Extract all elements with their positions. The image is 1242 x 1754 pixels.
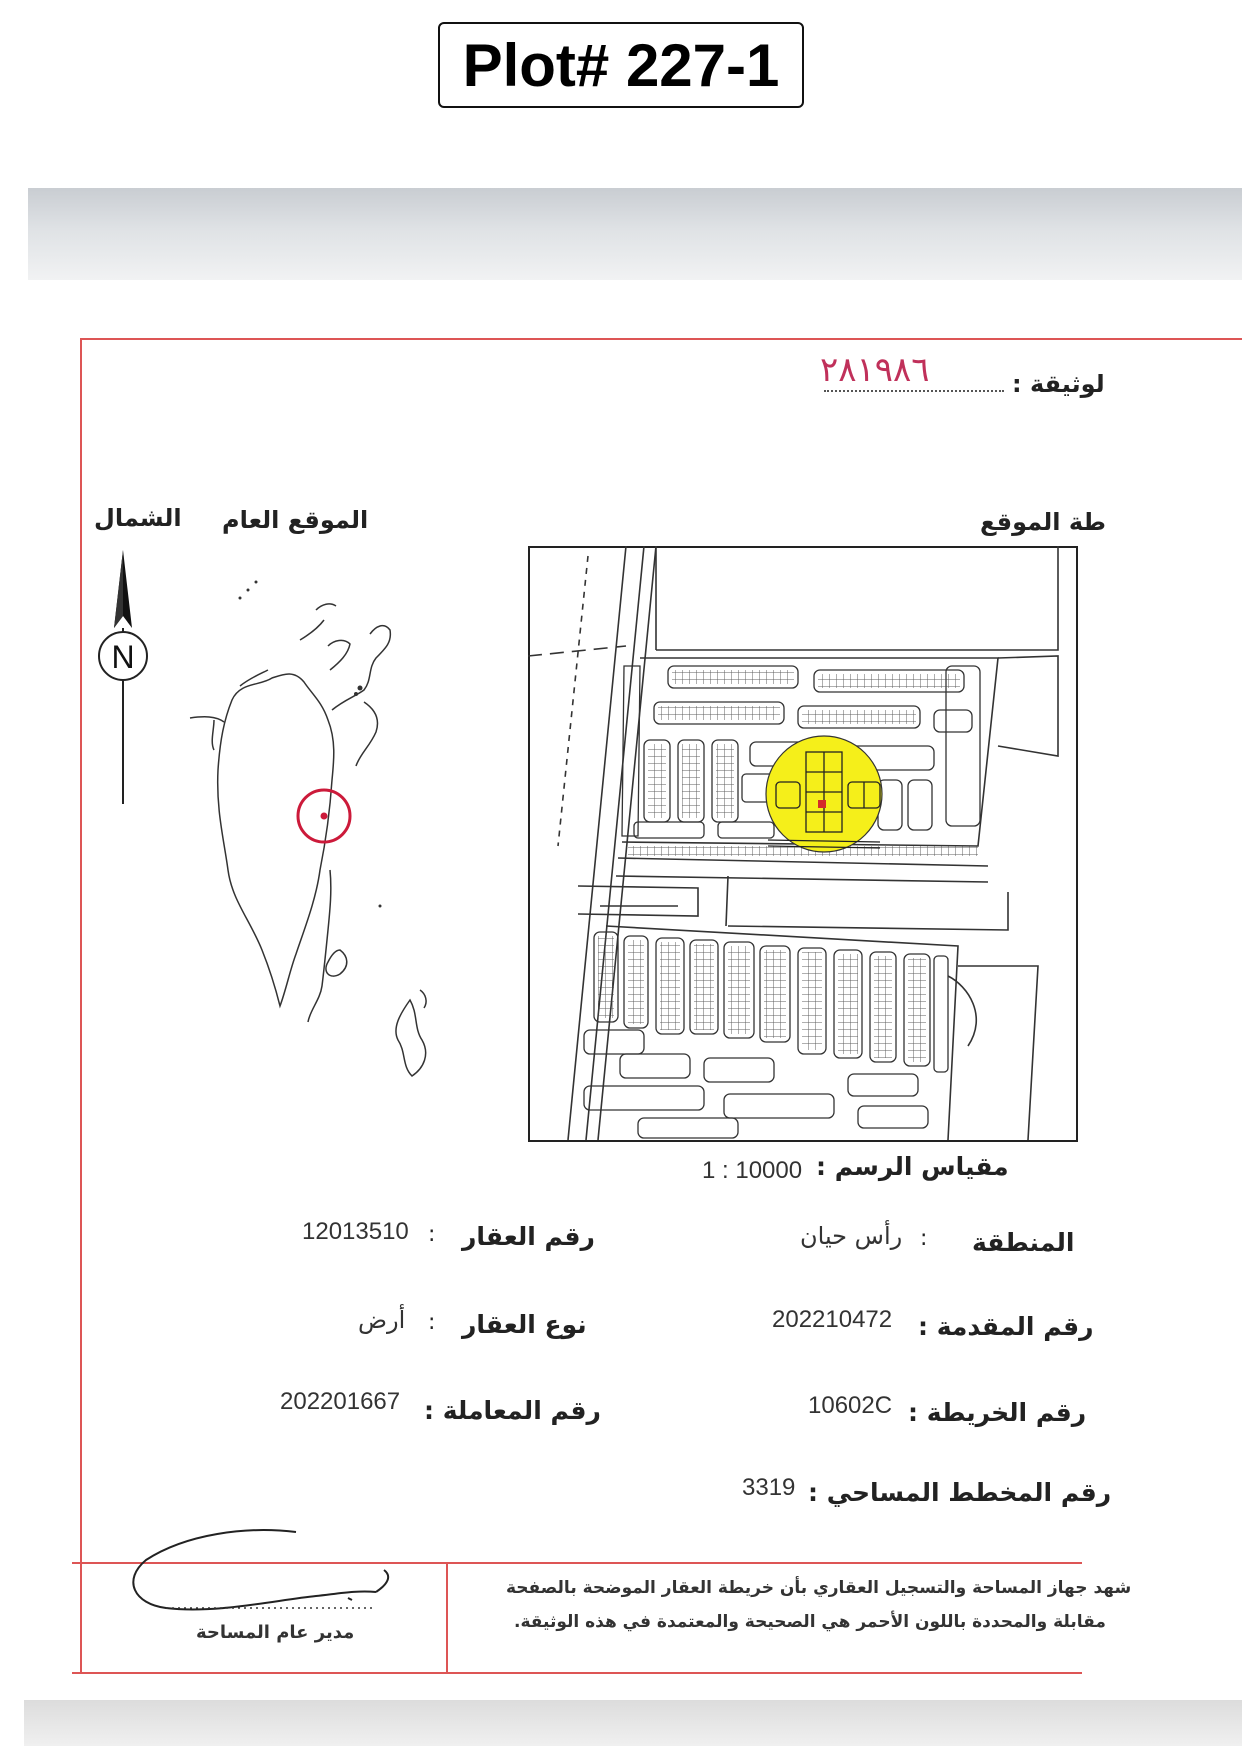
colon-separator: :	[428, 1222, 436, 1247]
general-location-map	[180, 570, 470, 1090]
application-number-value: 202210472	[772, 1306, 893, 1333]
scan-shadow-top	[28, 188, 1242, 280]
area-value: رأس حيان	[800, 1222, 903, 1250]
application-number-label: رقم المقدمة :	[918, 1312, 1094, 1341]
survey-plan-value: 3319	[742, 1474, 796, 1501]
property-number-value: 12013510	[302, 1218, 409, 1245]
north-arrow-icon	[90, 540, 156, 810]
document-number-label: لوثيقة :	[1012, 370, 1105, 398]
certification-line-1: شهد جهاز المساحة والتسجيل العقاري بأن خريطة العقار الموضحة بالصفحة	[506, 1578, 1132, 1598]
colon-separator: :	[920, 1226, 928, 1251]
director-title: مدير عام المساحة	[196, 1622, 355, 1643]
certification-divider	[446, 1562, 448, 1672]
scale-label: مقياس الرسم :	[816, 1152, 1009, 1181]
colon-separator: :	[428, 1310, 436, 1335]
document-number-dots	[824, 390, 1004, 392]
map-number-value: 10602C	[808, 1392, 893, 1419]
property-type-label: نوع العقار	[462, 1310, 587, 1339]
north-letter: N	[111, 639, 135, 675]
north-label: الشمال	[94, 504, 182, 532]
general-location-label: الموقع العام	[222, 506, 369, 534]
area-label: المنطقة	[972, 1228, 1075, 1257]
certification-bottom-line	[72, 1672, 1082, 1674]
document-number-value: ٢٨١٩٨٦	[820, 350, 930, 390]
scale-value: 1 : 10000	[702, 1157, 803, 1184]
map-number-label: رقم الخريطة :	[908, 1398, 1087, 1427]
director-signature	[126, 1520, 406, 1620]
plot-title: Plot# 227-1	[438, 22, 804, 108]
property-number-label: رقم العقار	[462, 1222, 595, 1251]
survey-plan-label: رقم المخطط المساحي :	[808, 1478, 1112, 1507]
location-map-label: طة الموقع	[980, 508, 1106, 536]
transaction-number-value: 202201667	[280, 1388, 401, 1415]
property-type-value: أرض	[358, 1306, 406, 1334]
location-dot-marker	[321, 813, 328, 820]
certification-line-2: مقابلة والمحددة باللون الأحمر هي الصحيحة والمعتمدة في هذه الوثيقة.	[514, 1612, 1106, 1632]
plot-marker	[818, 800, 826, 808]
location-map	[528, 546, 1078, 1142]
transaction-number-label: رقم المعاملة :	[424, 1396, 601, 1425]
scan-shadow-bottom	[24, 1700, 1242, 1746]
